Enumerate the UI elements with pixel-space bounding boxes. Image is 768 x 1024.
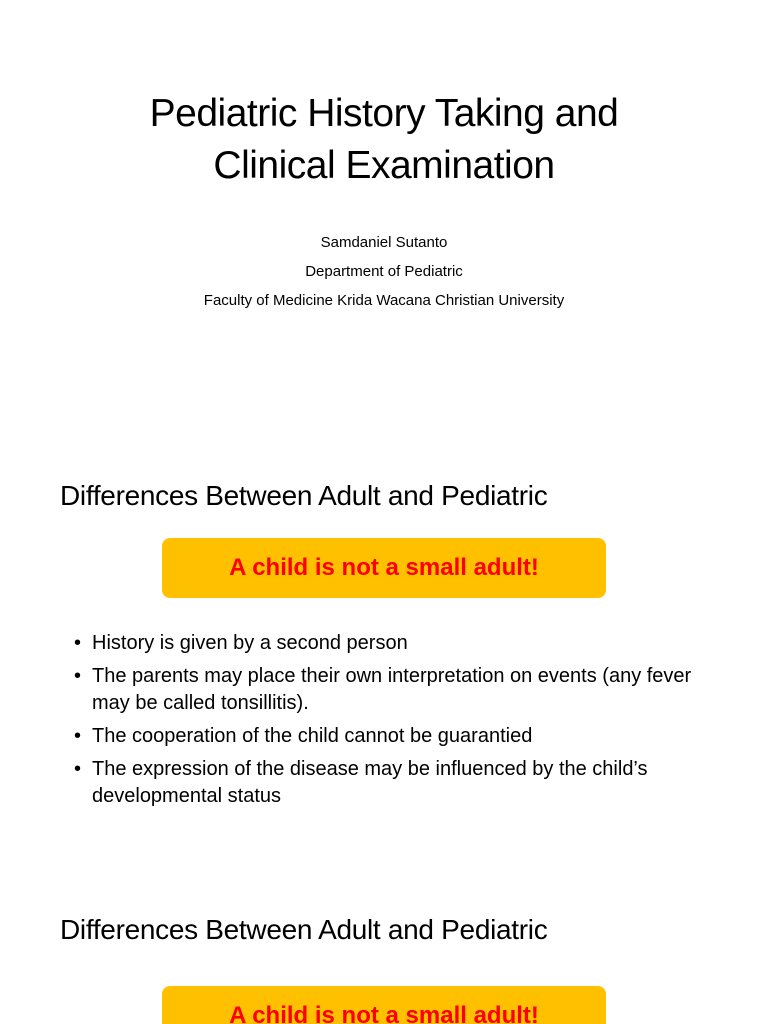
bullet-dot: • bbox=[74, 632, 82, 654]
slide-heading: Differences Between Adult and Pediatric bbox=[60, 914, 548, 945]
bullet-item bbox=[74, 630, 714, 657]
slide-title bbox=[0, 0, 768, 432]
callout-box: A child is not a small adult! bbox=[162, 538, 606, 598]
slide-heading: Differences Between Adult and Pediatric bbox=[60, 480, 548, 511]
callout-box: A child is not a small adult! bbox=[162, 986, 606, 1024]
slide-differences-repeat bbox=[0, 872, 768, 1024]
bullet-text: The cooperation of the child cannot be guarantied bbox=[92, 725, 533, 747]
bullet-item bbox=[74, 756, 714, 810]
presentation-title bbox=[0, 88, 768, 192]
bullet-list bbox=[74, 630, 714, 816]
bullet-dot: • bbox=[74, 665, 82, 687]
title-line-1: Pediatric History Taking and bbox=[149, 92, 619, 135]
bullet-item bbox=[74, 663, 714, 717]
bullet-text: History is given by a second person bbox=[92, 632, 408, 654]
bullet-text: The parents may place their own interpretation on events (any fever may be called tonsillitis). bbox=[92, 665, 692, 714]
bullet-dot: • bbox=[74, 758, 82, 780]
bullet-dot: • bbox=[74, 725, 82, 747]
department-name: Department of Pediatric bbox=[305, 263, 463, 280]
bullet-item bbox=[74, 723, 714, 750]
title-line-2: Clinical Examination bbox=[213, 144, 555, 187]
author-block bbox=[0, 228, 768, 315]
author-name: Samdaniel Sutanto bbox=[320, 234, 448, 251]
faculty-name: Faculty of Medicine Krida Wacana Christian University bbox=[203, 292, 565, 309]
bullet-text: The expression of the disease may be influenced by the child’s developmental status bbox=[92, 758, 648, 807]
slide-differences bbox=[0, 436, 768, 868]
